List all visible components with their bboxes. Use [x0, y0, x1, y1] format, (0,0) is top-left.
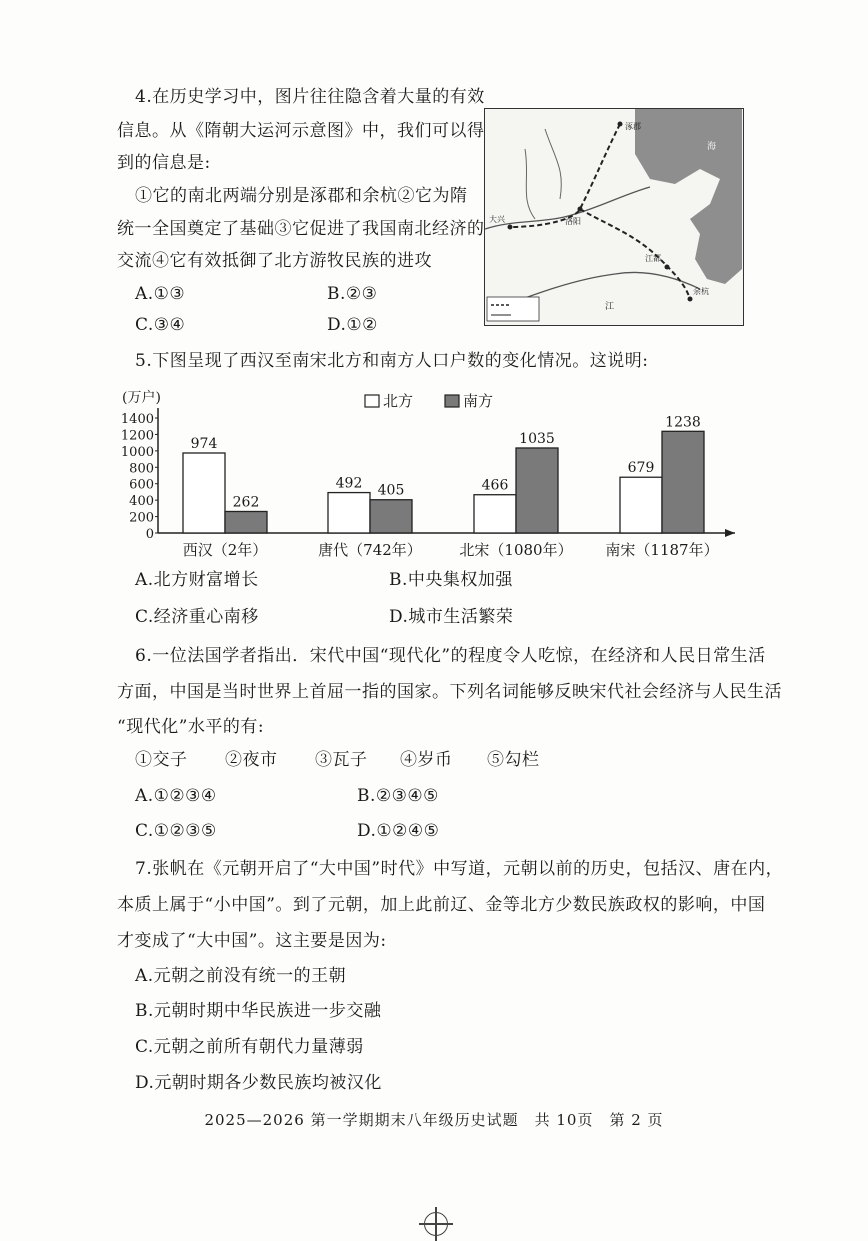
map-label: 江都	[645, 254, 661, 263]
city-marker	[665, 265, 670, 270]
legend-swatch	[365, 395, 379, 407]
city-marker	[688, 297, 693, 302]
chart-y-tick-label: 600	[129, 477, 154, 493]
q7-option-c: C.元朝之前所有朝代力量薄弱	[135, 1037, 364, 1057]
chart-y-tick-label: 1400	[120, 412, 154, 427]
bar	[516, 448, 558, 533]
tributary-line	[525, 149, 535, 219]
legend-label: 南方	[463, 392, 494, 410]
category-label: 南宋（1187年）	[605, 541, 719, 559]
chart-y-tick-label: 0	[145, 527, 154, 542]
map-label: 江	[605, 302, 615, 312]
q4-stem-line2: 信息。从《隋朝大运河示意图》中，我们可以得	[117, 121, 485, 141]
q4-option-b: B.②③	[327, 284, 378, 304]
q7-stem-line2: 本质上属于“小中国”。到了元朝，加上此前辽、金等北方少数民族政权的影响，中国	[117, 895, 766, 915]
q6-stem-line3: “现代化”水平的有:	[117, 717, 265, 737]
city-marker	[618, 122, 623, 127]
q5-option-a: A.北方财富增长	[135, 570, 259, 590]
city-marker	[508, 225, 513, 230]
bar	[662, 431, 704, 533]
q6-option-d: D.①②④⑤	[357, 821, 440, 841]
bar-value-label: 492	[335, 475, 363, 492]
q6-item: ④岁币	[400, 750, 453, 770]
chart-y-tick-label: 1200	[120, 428, 154, 444]
page-footer: 2025—2026 第一学期期末八年级历史试题 共 10页 第 2 页	[204, 1111, 664, 1129]
bar-value-label: 262	[232, 494, 260, 511]
map-drawing	[485, 109, 742, 324]
q6-option-a: A.①②③④	[135, 786, 217, 806]
chart-y-tick-label: 200	[129, 510, 154, 526]
bar	[183, 453, 225, 533]
q4-item-line3: 交流④它有效抵御了北方游牧民族的进攻	[117, 251, 432, 271]
bar	[370, 500, 412, 533]
q7-option-b: B.元朝时期中华民族进一步交融	[135, 1001, 382, 1021]
map-label: 涿郡	[625, 122, 641, 131]
bar-value-label: 1035	[519, 430, 555, 447]
bar	[328, 493, 370, 533]
chart-y-unit-label: (万户)	[122, 390, 161, 406]
q4-stem-line1: 4.在历史学习中，图片往往隐含着大量的有效	[135, 87, 485, 107]
chart-y-tick-label: 1000	[120, 444, 154, 460]
grand-canal-map	[484, 108, 744, 326]
legend-swatch	[445, 395, 459, 407]
q6-stem-line2: 方面，中国是当时世界上首屈一指的国家。下列名词能够反映宋代社会经济与人民生活	[117, 682, 782, 702]
bar-value-label: 1238	[665, 414, 701, 431]
category-label: 西汉（2年）	[182, 541, 268, 559]
bar-value-label: 466	[481, 477, 509, 494]
chart-canvas	[120, 378, 760, 568]
q7-stem-line1: 7.张帆在《元朝开启了“大中国”时代》中写道，元朝以前的历史，包括汉、唐在内，	[135, 859, 784, 879]
q6-stem-line1: 6.一位法国学者指出．宋代中国“现代化”的程度令人吃惊，在经济和人民日常生活	[135, 646, 766, 666]
tributary-line	[545, 129, 561, 199]
q5-stem: 5.下图呈现了西汉至南宋北方和南方人口户数的变化情况。这说明:	[135, 351, 649, 371]
q7-stem-line3: 才变成了“大中国”。这主要是因为:	[117, 931, 387, 951]
q4-stem-line3: 到的信息是:	[117, 153, 211, 173]
map-label: 大兴	[489, 215, 505, 224]
chart-y-tick-label: 400	[129, 494, 154, 510]
category-label: 北宋（1080年）	[459, 541, 573, 559]
q6-option-b: B.②③④⑤	[357, 786, 439, 806]
q7-option-d: D.元朝时期各少数民族均被汉化	[135, 1073, 382, 1093]
q6-item: ①交子	[135, 750, 188, 770]
bar-value-label: 679	[627, 460, 655, 477]
q6-option-c: C.①②③⑤	[135, 821, 217, 841]
q5-option-c: C.经济重心南移	[135, 607, 259, 627]
q4-item-line2: 统一全国奠定了基础③它促进了我国南北经济的	[117, 219, 485, 239]
bar	[225, 511, 267, 533]
q6-item: ②夜市	[225, 750, 278, 770]
bar-value-label: 405	[377, 482, 405, 499]
chart-y-tick-label: 800	[129, 461, 154, 477]
q4-item-line1: ①它的南北两端分别是涿郡和余杭②它为隋	[135, 186, 468, 206]
q4-option-c: C.③④	[135, 315, 186, 335]
legend-label: 北方	[383, 392, 414, 410]
map-legend	[487, 297, 539, 321]
registration-mark	[424, 1212, 448, 1236]
bar-value-label: 974	[190, 435, 218, 452]
bar	[474, 495, 516, 533]
map-label: 洛阳	[565, 217, 581, 226]
q6-item: ⑤勾栏	[487, 750, 540, 770]
city-marker	[578, 207, 583, 212]
q5-option-d: D.城市生活繁荣	[389, 607, 514, 627]
q4-option-a: A.①③	[135, 284, 186, 304]
chart-x-axis-arrow	[725, 529, 735, 537]
map-label: 海	[707, 142, 717, 152]
q6-item: ③瓦子	[315, 750, 368, 770]
category-label: 唐代（742年）	[318, 541, 422, 559]
q7-option-a: A.元朝之前没有统一的王朝	[135, 966, 347, 986]
population-chart	[120, 378, 760, 568]
bar	[620, 477, 662, 533]
q4-option-d: D.①②	[327, 315, 378, 335]
map-label: 余杭	[693, 287, 709, 296]
q5-option-b: B.中央集权加强	[389, 570, 513, 590]
